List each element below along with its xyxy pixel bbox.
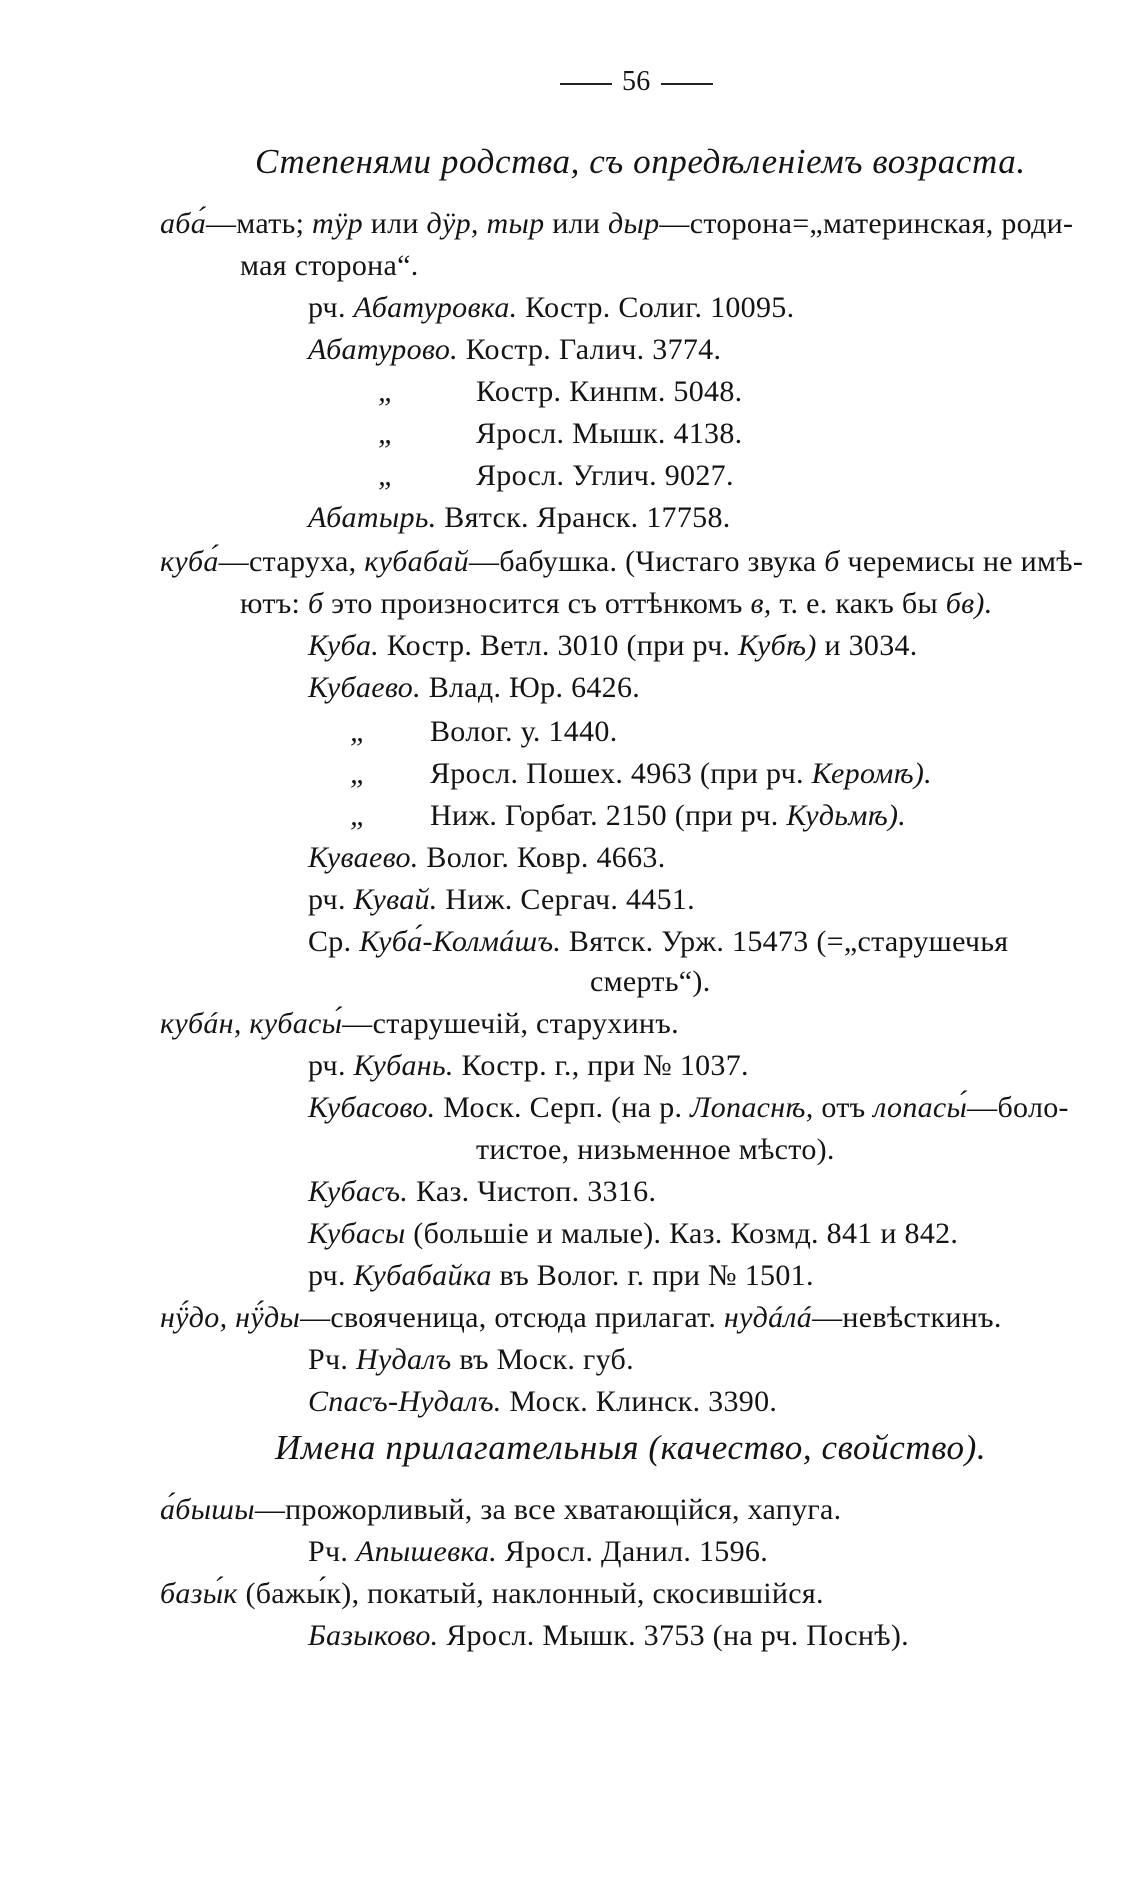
section-heading-adjectives: Имена прилагательныя (качество, свойство). xyxy=(275,1428,987,1467)
place-kuban: рч. Кубань. Костр. г., при № 1037. xyxy=(308,1049,749,1082)
left-dash xyxy=(560,83,612,85)
place-kubasovo-cont: тистое, низьменное мѣсто). xyxy=(476,1133,835,1166)
place-kubasovo: Кубасово. Моск. Серп. (на р. Лопаснѣ, отъ лопасы́—боло- xyxy=(308,1091,1069,1124)
entry-kuba-line2: ютъ: б это произносится съ оттѣнкомъ в, т. е. какъ бы бв). xyxy=(240,587,993,620)
term: нӱ́до, нӱ́ды xyxy=(160,1301,301,1334)
place-kuba: Куба. Костр. Ветл. 3010 (при рч. Кубѣ) и 3034. xyxy=(308,629,918,662)
place-kuba-kolmash: Ср. Куба́-Колмáшъ. Вятск. Урж. 15473 (=„старушечья xyxy=(308,925,1009,958)
entry-aba-line2: мая сторона“. xyxy=(240,249,419,282)
place-kuvaevo: Куваево. Волог. Ковр. 4663. xyxy=(308,841,666,874)
place-kubabayka: рч. Кубабайка въ Волог. г. при № 1501. xyxy=(308,1259,814,1292)
place-ditto-poshekh xyxy=(350,754,367,794)
place-ditto-poshekh-text: Яросл. Пошех. 4963 (при рч. Керомѣ). xyxy=(430,757,932,790)
place-ditto-kinesh-text: Костр. Кинпм. 5048. xyxy=(476,375,743,408)
place-kubas: Кубасъ. Каз. Чистоп. 3316. xyxy=(308,1175,657,1208)
place-kubaevo: Кубаево. Влад. Юр. 6426. xyxy=(308,671,641,704)
place-kuba-kolmash-cont: смерть“). xyxy=(590,965,711,998)
term: аба́ xyxy=(160,207,206,240)
place-ditto-myshk xyxy=(378,414,395,454)
place-kuvay: рч. Кувай. Ниж. Сергач. 4451. xyxy=(308,883,695,916)
place-ditto-volog xyxy=(350,712,367,752)
place-ditto-uglich xyxy=(378,456,395,496)
place-bazykovo: Базыково. Яросл. Мышк. 3753 (на рч. Поснѣ). xyxy=(308,1619,909,1652)
ditto-mark: „ xyxy=(378,417,395,450)
place-spas-nudal: Спасъ-Нудалъ. Моск. Клинск. 3390. xyxy=(308,1385,778,1418)
ditto-mark: „ xyxy=(350,799,367,832)
term: базы́к xyxy=(160,1577,238,1610)
place-ditto-kinesh xyxy=(378,372,395,412)
right-dash xyxy=(661,83,713,85)
place-abaturovo: Абатурово. Костр. Галич. 3774. xyxy=(308,333,722,366)
ditto-mark: „ xyxy=(378,459,395,492)
ditto-mark: „ xyxy=(378,375,395,408)
place-ditto-volog-text: Волог. у. 1440. xyxy=(430,715,618,748)
place-abatyr: Абатырь. Вятск. Яранск. 17758. xyxy=(308,501,731,534)
place-ditto-gorbat-text: Ниж. Горбат. 2150 (при рч. Кудьмѣ). xyxy=(430,799,907,832)
entry-kuba-line1: куба́—старуха, кубабай—бабушка. (Чистаго звука б черемисы не имѣ- xyxy=(160,545,1084,578)
place-ditto-myshk-text: Яросл. Мышк. 4138. xyxy=(476,417,743,450)
place-kubasy: Кубасы (большіе и малые). Каз. Козмд. 841 и 842. xyxy=(308,1217,959,1250)
entry-aba-line1: аба́—мать; тӱр или дӱр, тыр или дыр—сторона=„материнская, роди- xyxy=(160,207,1074,240)
entry-nudo: нӱ́до, нӱ́ды—свояченица, отсюда прилагат. нудáлá—невѣсткинъ. xyxy=(160,1301,1002,1334)
ditto-mark: „ xyxy=(350,715,367,748)
place-abaturovka: рч. Абатуровка. Костр. Солиг. 10095. xyxy=(308,291,795,324)
page-number-line xyxy=(550,62,723,102)
term: а́бышы xyxy=(160,1493,255,1526)
place-nudal: Рч. Нудалъ въ Моск. губ. xyxy=(308,1343,634,1376)
place-apyshevka: Рч. Апышевка. Яросл. Данил. 1596. xyxy=(308,1535,769,1568)
section-heading-kinship: Степенями родства, съ опредѣленіемъ возраста. xyxy=(255,142,1026,181)
place-ditto-uglich-text: Яросл. Углич. 9027. xyxy=(476,459,734,492)
ditto-mark: „ xyxy=(350,757,367,790)
entry-bazyk: базы́к (бажы́к), покатый, наклонный, скосившійся. xyxy=(160,1577,824,1610)
entry-abysh: а́бышы—прожорливый, за все хватающійся, хапуга. xyxy=(160,1493,842,1526)
term: кубáн, кубасы́ xyxy=(160,1007,343,1040)
entry-kuban: кубáн, кубасы́—старушечій, старухинъ. xyxy=(160,1007,679,1040)
term: куба́ xyxy=(160,545,219,578)
page-number: 56 xyxy=(622,66,651,97)
place-ditto-gorbat xyxy=(350,796,367,836)
